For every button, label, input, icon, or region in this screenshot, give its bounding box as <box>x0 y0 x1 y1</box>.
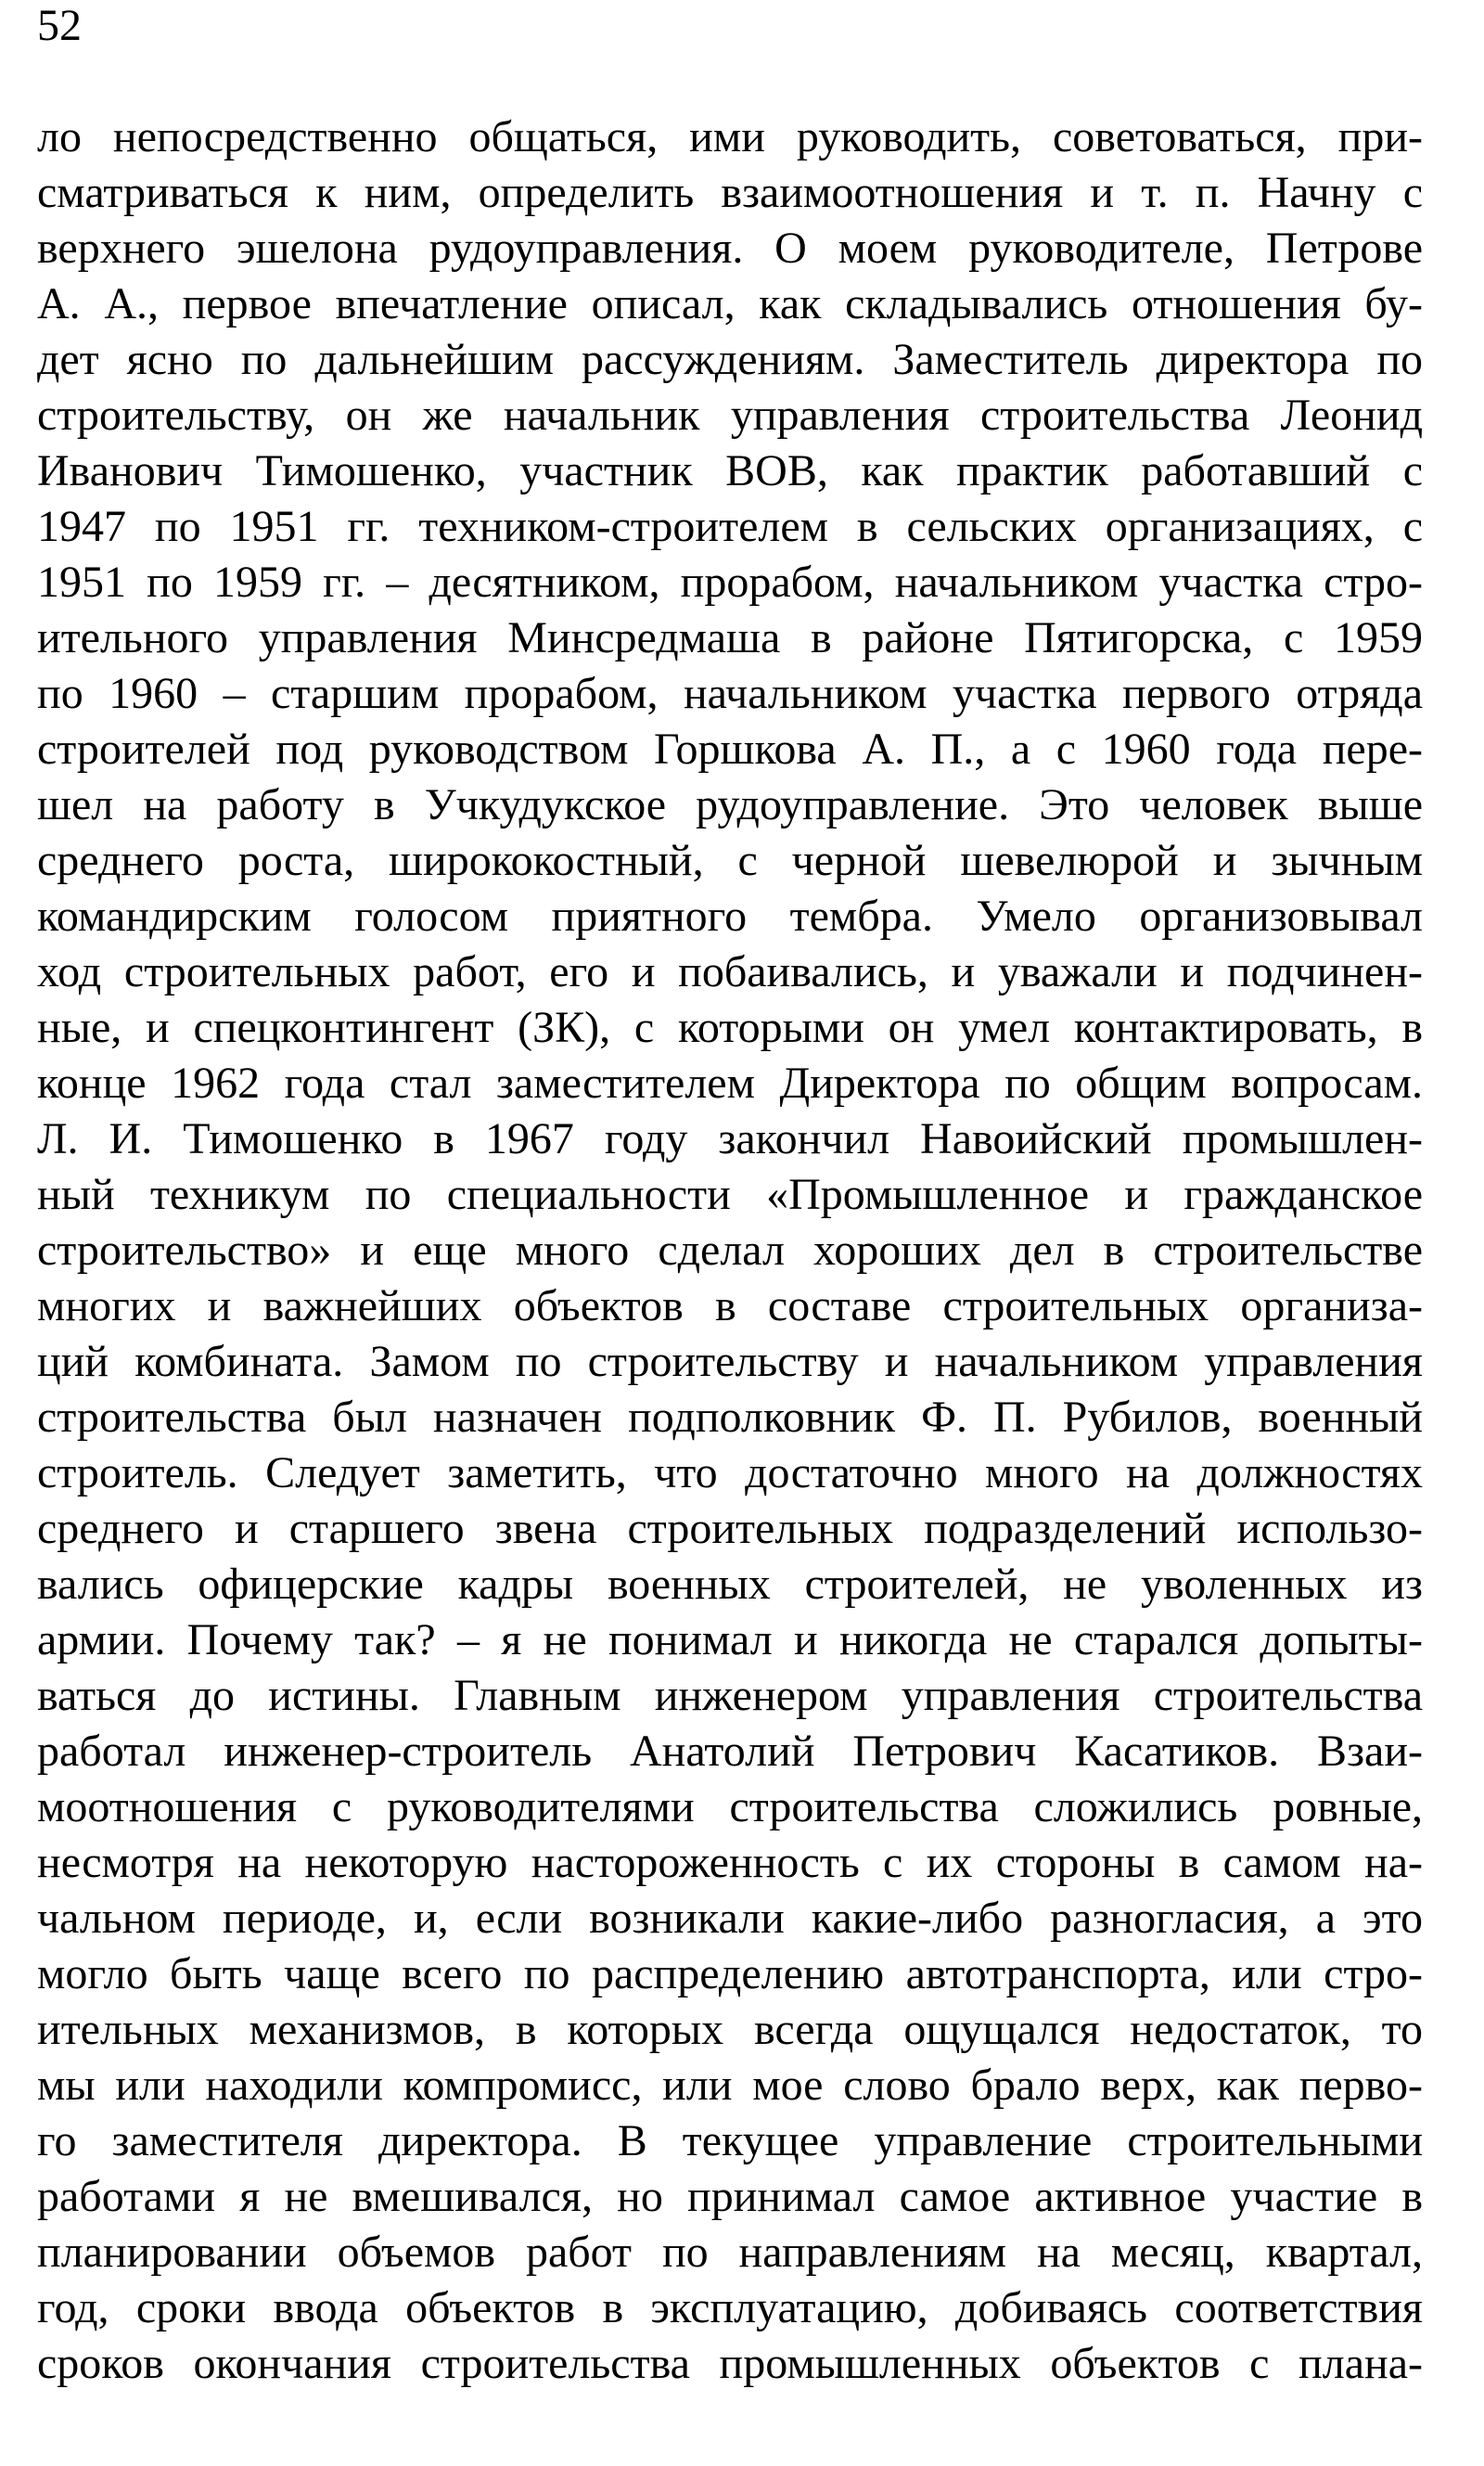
text-line: А. А., первое впечатление описал, как складывались отношения бу- <box>37 279 1423 328</box>
text-line: планировании объемов работ по направлениям на месяц, квартал, <box>37 2228 1423 2277</box>
text-line: ительного управления Минсредмаша в районе Пятигорска, с 1959 <box>37 613 1423 662</box>
text-line: строителей под руководством Горшкова А. П., а с 1960 года пере- <box>37 725 1423 774</box>
text-line: работами я не вмешивался, но принимал самое активное участие в <box>37 2172 1423 2221</box>
text-line: вались офицерские кадры военных строителей, не уволенных из <box>37 1560 1423 1609</box>
text-line: сматриваться к ним, определить взаимоотношения и т. п. Начну с <box>37 168 1423 217</box>
text-line: несмотря на некоторую настороженность с их стороны в самом на- <box>37 1838 1423 1887</box>
text-line: чальном периоде, и, если возникали какие-либо разногласия, а это <box>37 1894 1423 1943</box>
text-line: ный техникум по специальности «Промышленное и гражданское <box>37 1170 1423 1219</box>
text-line: строительству, он же начальник управления строительства Леонид <box>37 391 1423 440</box>
text-line: ций комбината. Замом по строительству и начальником управления <box>37 1337 1423 1386</box>
text-line: многих и важнейших объектов в составе строительных организа- <box>37 1281 1423 1330</box>
page-number: 52 <box>37 1 82 50</box>
text-line: го заместителя директора. В текущее управление строительными <box>37 2116 1423 2165</box>
text-line: командирским голосом приятного тембра. Умело организовывал <box>37 892 1423 941</box>
text-line: моотношения с руководителями строительства сложились ровные, <box>37 1782 1423 1831</box>
text-line: ительных механизмов, в которых всегда ощущался недостаток, то <box>37 2005 1423 2054</box>
text-line: строитель. Следует заметить, что достаточно много на должностях <box>37 1448 1423 1497</box>
text-line: по 1960 – старшим прорабом, начальником участка первого отряда <box>37 669 1423 718</box>
text-line: строительства был назначен подполковник Ф. П. Рубилов, военный <box>37 1393 1423 1442</box>
text-line: ло непосредственно общаться, ими руководить, советоваться, при- <box>37 112 1423 161</box>
text-line: ваться до истины. Главным инженером управления строительства <box>37 1671 1423 1720</box>
text-line: ные, и спецконтингент (ЗК), с которыми он умел контактировать, в <box>37 1003 1423 1052</box>
text-line: могло быть чаще всего по распределению автотранспорта, или стро- <box>37 1949 1423 1998</box>
text-line: среднего роста, ширококостный, с черной шевелюрой и зычным <box>37 836 1423 885</box>
text-line: строительство» и еще много сделал хороших дел в строительстве <box>37 1226 1423 1275</box>
text-line: шел на работу в Учкудукское рудоуправление. Это человек выше <box>37 780 1423 829</box>
page-text <box>37 109 1423 2392</box>
text-line: работал инженер-строитель Анатолий Петрович Касатиков. Взаи- <box>37 1727 1423 1776</box>
text-line: дет ясно по дальнейшим рассуждениям. Заместитель директора по <box>37 335 1423 384</box>
text-line: мы или находили компромисс, или мое слово брало верх, как перво- <box>37 2061 1423 2110</box>
text-line: 1951 по 1959 гг. – десятником, прорабом, начальником участка стро- <box>37 558 1423 607</box>
text-line: 1947 по 1951 гг. техником-строителем в сельских организациях, с <box>37 502 1423 551</box>
text-line: верхнего эшелона рудоуправления. О моем руководителе, Петрове <box>37 224 1423 273</box>
text-line: год, сроки ввода объектов в эксплуатацию, добиваясь соответствия <box>37 2283 1423 2332</box>
text-line: армии. Почему так? – я не понимал и никогда не старался допыты- <box>37 1615 1423 1664</box>
text-line: Иванович Тимошенко, участник ВОВ, как практик работавший с <box>37 446 1423 495</box>
text-line: среднего и старшего звена строительных подразделений использо- <box>37 1504 1423 1553</box>
text-line: сроков окончания строительства промышленных объектов с плана- <box>37 2339 1423 2388</box>
text-line: Л. И. Тимошенко в 1967 году закончил Навоийский промышлен- <box>37 1114 1423 1163</box>
text-line: конце 1962 года стал заместителем Директора по общим вопросам. <box>37 1059 1423 1108</box>
text-line: ход строительных работ, его и побаивались, и уважали и подчинен- <box>37 947 1423 996</box>
